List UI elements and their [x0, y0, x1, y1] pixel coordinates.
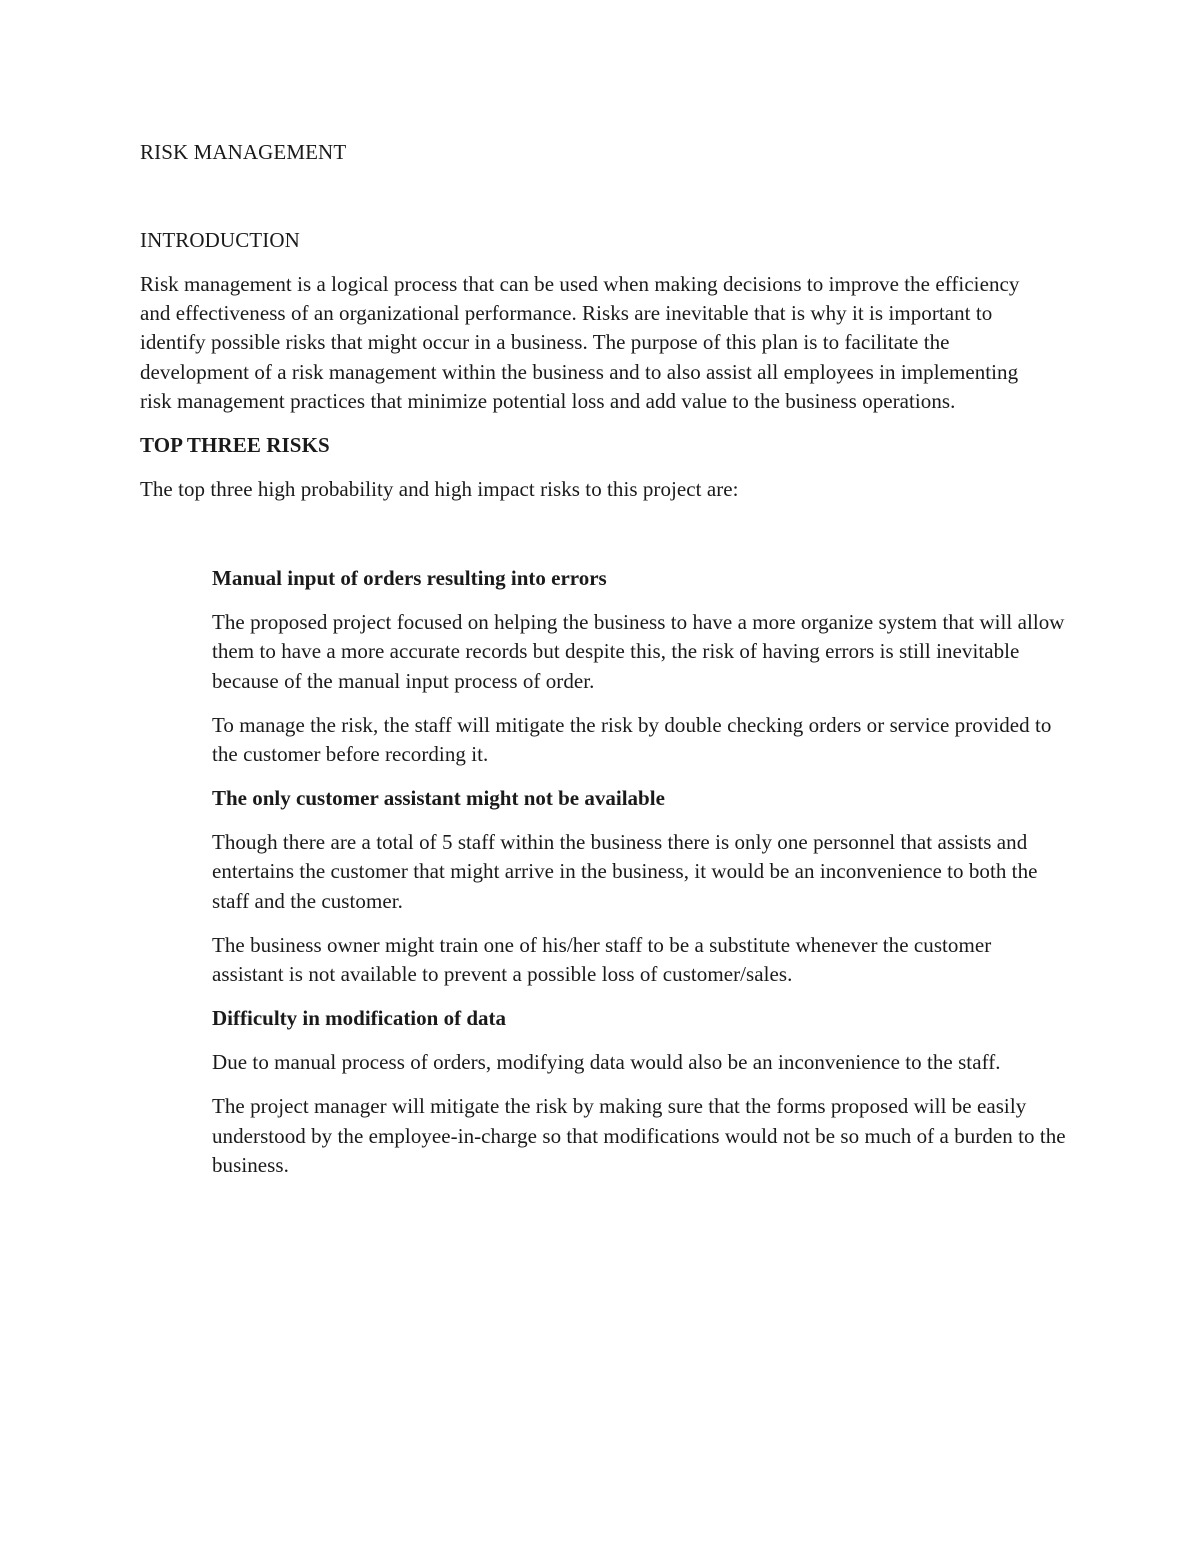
top-risks-lead: The top three high probability and high impact risks to this project are: [140, 477, 739, 502]
document-title: RISK MANAGEMENT [140, 140, 347, 164]
introduction-section [140, 226, 1070, 416]
risk-description: The proposed project focused on helping the business to have a more organize system that will allow them to have a more accurate records but despite this, the risk of having errors is still inevitable because of the manual input process of order. [212, 610, 1065, 693]
risk-title: Difficulty in modification of data [212, 1006, 506, 1031]
top-risks-heading: TOP THREE RISKS [140, 433, 330, 458]
risk-mitigation: The business owner might train one of his/her staff to be a substitute whenever the customer assistant is not available to prevent a possible loss of customer/sales. [212, 932, 992, 987]
top-risks-section [140, 431, 1070, 1180]
risk-mitigation: To manage the risk, the staff will mitigate the risk by double checking orders or service provided to the customer before recording it. [212, 712, 1052, 767]
risk-list [212, 564, 1067, 1180]
introduction-heading: INTRODUCTION [140, 228, 300, 252]
document-page [140, 138, 1070, 1195]
risk-item [212, 784, 1067, 989]
risk-mitigation: The project manager will mitigate the risk by making sure that the forms proposed will be easily understood by the employee-in-charge so that modifications would not be so much of a burden to the business. [212, 1094, 1066, 1177]
introduction-paragraph: Risk management is a logical process that can be used when making decisions to improve the efficiency and effectiveness of an organizational performance. Risks are inevitable that is why it is important to identify possible risks that might occur in a business. The purpose of this plan is to facilitate the development of a risk management within the business and to also assist all employees in implementing risk management practices that minimize potential loss and add value to the business operations. [140, 272, 1020, 413]
risk-title: The only customer assistant might not be available [212, 786, 665, 811]
risk-item [212, 1004, 1067, 1180]
risk-description: Though there are a total of 5 staff within the business there is only one personnel that assists and entertains the customer that might arrive in the business, it would be an inconvenience to both the staff and the customer. [212, 830, 1038, 913]
risk-description: Due to manual process of orders, modifying data would also be an inconvenience to the staff. [212, 1050, 1001, 1075]
risk-title: Manual input of orders resulting into errors [212, 566, 607, 591]
risk-item [212, 564, 1067, 769]
